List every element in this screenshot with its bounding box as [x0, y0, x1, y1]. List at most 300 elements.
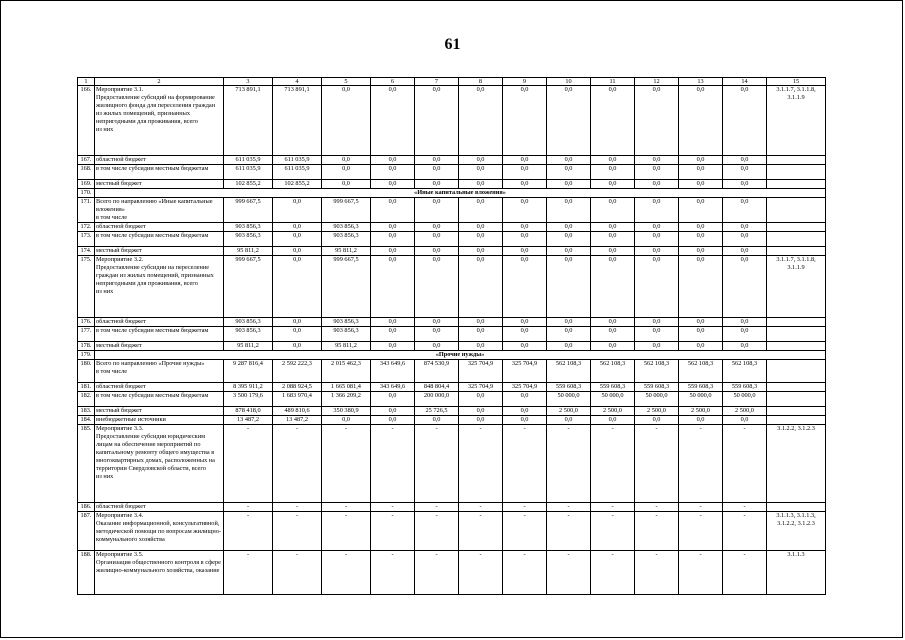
- value-cell: 562 108,3: [547, 360, 591, 383]
- value-cell: 0,0: [459, 86, 503, 156]
- value-cell: 0,0: [547, 156, 591, 165]
- value-cell: 0,0: [547, 223, 591, 232]
- value-cell: 95 811,2: [322, 247, 371, 256]
- row-number: 187.: [78, 512, 95, 551]
- value-cell: 0,0: [591, 256, 635, 318]
- value-cell: 0,0: [635, 223, 679, 232]
- value-cell: 0,0: [415, 223, 459, 232]
- value-cell: 0,0: [503, 165, 547, 180]
- value-cell: 0,0: [635, 86, 679, 156]
- value-cell: -: [591, 503, 635, 512]
- value-cell: 95 811,2: [224, 247, 273, 256]
- value-cell: 562 108,3: [591, 360, 635, 383]
- value-cell: 0,0: [635, 180, 679, 189]
- value-cell: 13 487,2: [273, 416, 322, 425]
- value-cell: 0,0: [635, 198, 679, 223]
- header-cell: 5: [322, 78, 371, 86]
- header-cell: 15: [767, 78, 826, 86]
- value-cell: 0,0: [679, 247, 723, 256]
- table-row: [78, 407, 826, 416]
- value-cell: 0,0: [459, 392, 503, 407]
- row-name: областной бюджет: [95, 503, 224, 512]
- value-cell: 50 000,0: [679, 392, 723, 407]
- target-ref: [767, 318, 826, 327]
- value-cell: -: [459, 503, 503, 512]
- value-cell: 8 395 911,2: [224, 383, 273, 392]
- value-cell: 0,0: [371, 342, 415, 351]
- value-cell: 0,0: [273, 318, 322, 327]
- value-cell: 0,0: [273, 247, 322, 256]
- value-cell: 0,0: [635, 247, 679, 256]
- value-cell: 0,0: [503, 327, 547, 342]
- value-cell: 0,0: [723, 342, 767, 351]
- value-cell: 350 380,9: [322, 407, 371, 416]
- value-cell: 0,0: [635, 156, 679, 165]
- table-row: [78, 512, 826, 551]
- value-cell: -: [273, 551, 322, 595]
- value-cell: 0,0: [547, 198, 591, 223]
- value-cell: 903 856,3: [322, 327, 371, 342]
- value-cell: -: [224, 503, 273, 512]
- value-cell: 0,0: [591, 318, 635, 327]
- target-ref: 3.1.2.2, 3.1.2.3: [767, 425, 826, 503]
- value-cell: -: [415, 503, 459, 512]
- value-cell: -: [723, 425, 767, 503]
- header-cell: 8: [459, 78, 503, 86]
- value-cell: 325 704,9: [459, 360, 503, 383]
- value-cell: 0,0: [459, 327, 503, 342]
- value-cell: 0,0: [723, 198, 767, 223]
- value-cell: 611 035,9: [224, 165, 273, 180]
- value-cell: 2 088 924,5: [273, 383, 322, 392]
- value-cell: 0,0: [547, 86, 591, 156]
- row-name: Мероприятие 3.3. Предоставление субсидии юридическим лицам на обеспечение мероприятий по капитальному ремонту общего имущества в многоквартирных домах, расположенных на территории Свердловской области, всего из них: [95, 425, 224, 503]
- value-cell: -: [635, 512, 679, 551]
- value-cell: 0,0: [322, 165, 371, 180]
- table-row: [78, 156, 826, 165]
- value-cell: -: [503, 503, 547, 512]
- table-row: [78, 342, 826, 351]
- section-heading: «Иные капитальные вложения»: [95, 189, 826, 198]
- row-number: 167.: [78, 156, 95, 165]
- value-cell: 0,0: [322, 416, 371, 425]
- value-cell: 903 856,3: [322, 318, 371, 327]
- value-cell: 0,0: [679, 327, 723, 342]
- value-cell: -: [415, 425, 459, 503]
- value-cell: 0,0: [371, 392, 415, 407]
- target-ref: [767, 198, 826, 223]
- value-cell: 0,0: [679, 232, 723, 247]
- value-cell: 0,0: [503, 416, 547, 425]
- row-number: 179.: [78, 351, 95, 360]
- value-cell: 0,0: [723, 247, 767, 256]
- value-cell: -: [723, 512, 767, 551]
- value-cell: 0,0: [459, 165, 503, 180]
- value-cell: 0,0: [415, 318, 459, 327]
- table-row: [78, 223, 826, 232]
- value-cell: 0,0: [591, 416, 635, 425]
- row-number: 175.: [78, 256, 95, 318]
- value-cell: 1 683 970,4: [273, 392, 322, 407]
- value-cell: -: [723, 551, 767, 595]
- header-cell: 10: [547, 78, 591, 86]
- value-cell: 0,0: [635, 256, 679, 318]
- value-cell: 0,0: [415, 247, 459, 256]
- value-cell: 0,0: [415, 256, 459, 318]
- value-cell: 559 608,3: [547, 383, 591, 392]
- value-cell: -: [459, 425, 503, 503]
- row-number: 186.: [78, 503, 95, 512]
- value-cell: 0,0: [679, 86, 723, 156]
- header-cell: 7: [415, 78, 459, 86]
- value-cell: 25 726,5: [415, 407, 459, 416]
- target-ref: [767, 360, 826, 383]
- value-cell: 0,0: [371, 198, 415, 223]
- row-name: в том числе субсидии местным бюджетам: [95, 165, 224, 180]
- value-cell: 903 856,3: [322, 232, 371, 247]
- value-cell: 0,0: [415, 232, 459, 247]
- row-number: 188.: [78, 551, 95, 595]
- value-cell: 0,0: [415, 327, 459, 342]
- row-name: Мероприятие 3.4. Оказание информационной, консультативной, методической помощи по вопросам жилищно-коммунального хозяйства: [95, 512, 224, 551]
- value-cell: 0,0: [547, 342, 591, 351]
- value-cell: 611 035,9: [273, 156, 322, 165]
- value-cell: 2 500,0: [679, 407, 723, 416]
- table-row: [78, 180, 826, 189]
- header-cell: 3: [224, 78, 273, 86]
- table-row: [78, 256, 826, 318]
- value-cell: 0,0: [459, 342, 503, 351]
- value-cell: 0,0: [547, 247, 591, 256]
- table-row: [78, 383, 826, 392]
- table-row: [78, 318, 826, 327]
- value-cell: -: [322, 512, 371, 551]
- row-name: областной бюджет: [95, 383, 224, 392]
- header-cell: 11: [591, 78, 635, 86]
- target-ref: [767, 407, 826, 416]
- value-cell: 0,0: [591, 327, 635, 342]
- value-cell: 559 608,3: [723, 383, 767, 392]
- target-ref: [767, 247, 826, 256]
- row-number: 166.: [78, 86, 95, 156]
- value-cell: 0,0: [459, 223, 503, 232]
- value-cell: 0,0: [591, 156, 635, 165]
- value-cell: 562 108,3: [679, 360, 723, 383]
- budget-table: [77, 77, 826, 595]
- value-cell: 611 035,9: [273, 165, 322, 180]
- value-cell: 0,0: [723, 86, 767, 156]
- target-ref: 3.1.1.7, 3.1.1.8, 3.1.1.9: [767, 86, 826, 156]
- value-cell: 848 804,4: [415, 383, 459, 392]
- value-cell: -: [459, 551, 503, 595]
- value-cell: 0,0: [635, 318, 679, 327]
- table-row: [78, 165, 826, 180]
- row-name: внебюджетные источники: [95, 416, 224, 425]
- table-row: [78, 86, 826, 156]
- value-cell: 559 608,3: [679, 383, 723, 392]
- value-cell: 343 649,6: [371, 383, 415, 392]
- value-cell: 903 856,3: [224, 223, 273, 232]
- value-cell: 611 035,9: [224, 156, 273, 165]
- value-cell: -: [723, 503, 767, 512]
- value-cell: 0,0: [547, 318, 591, 327]
- value-cell: 562 108,3: [723, 360, 767, 383]
- value-cell: 0,0: [273, 327, 322, 342]
- table-row: [78, 189, 826, 198]
- value-cell: 0,0: [547, 327, 591, 342]
- value-cell: 999 667,5: [224, 198, 273, 223]
- value-cell: -: [591, 425, 635, 503]
- target-ref: [767, 503, 826, 512]
- value-cell: 0,0: [503, 318, 547, 327]
- value-cell: 999 667,5: [322, 256, 371, 318]
- header-cell: 13: [679, 78, 723, 86]
- row-name: Мероприятие 3.5. Организация общественного контроля в сфере жилищно-коммунального хозяйства, оказание: [95, 551, 224, 595]
- value-cell: 0,0: [371, 86, 415, 156]
- value-cell: 2 592 222,3: [273, 360, 322, 383]
- value-cell: 3 500 179,6: [224, 392, 273, 407]
- value-cell: 0,0: [679, 180, 723, 189]
- value-cell: 0,0: [679, 156, 723, 165]
- value-cell: 0,0: [371, 223, 415, 232]
- value-cell: -: [224, 551, 273, 595]
- row-name: Мероприятие 3.2. Предоставление субсидии на переселение граждан из жилых помещений, признанных непригодными для проживания, всего из них: [95, 256, 224, 318]
- value-cell: 0,0: [679, 342, 723, 351]
- value-cell: -: [635, 503, 679, 512]
- value-cell: 325 704,9: [503, 360, 547, 383]
- value-cell: 0,0: [415, 342, 459, 351]
- value-cell: 0,0: [679, 165, 723, 180]
- value-cell: 0,0: [415, 180, 459, 189]
- row-name: областной бюджет: [95, 223, 224, 232]
- value-cell: 0,0: [415, 416, 459, 425]
- value-cell: 0,0: [273, 342, 322, 351]
- row-number: 170.: [78, 189, 95, 198]
- value-cell: 102 855,2: [273, 180, 322, 189]
- value-cell: 0,0: [459, 318, 503, 327]
- target-ref: [767, 223, 826, 232]
- target-ref: [767, 180, 826, 189]
- value-cell: 0,0: [503, 198, 547, 223]
- value-cell: 0,0: [459, 247, 503, 256]
- value-cell: 0,0: [371, 318, 415, 327]
- value-cell: 0,0: [723, 156, 767, 165]
- value-cell: 1 366 209,2: [322, 392, 371, 407]
- value-cell: 0,0: [273, 198, 322, 223]
- value-cell: 489 810,6: [273, 407, 322, 416]
- value-cell: 0,0: [503, 407, 547, 416]
- value-cell: 0,0: [459, 407, 503, 416]
- value-cell: -: [547, 425, 591, 503]
- value-cell: 903 856,3: [322, 223, 371, 232]
- value-cell: -: [415, 512, 459, 551]
- value-cell: 0,0: [635, 165, 679, 180]
- header-cell: 12: [635, 78, 679, 86]
- value-cell: -: [679, 512, 723, 551]
- table-row: [78, 232, 826, 247]
- value-cell: 0,0: [723, 223, 767, 232]
- value-cell: 0,0: [547, 180, 591, 189]
- value-cell: 0,0: [415, 165, 459, 180]
- section-heading: «Прочие нужды»: [95, 351, 826, 360]
- value-cell: 50 000,0: [635, 392, 679, 407]
- value-cell: 0,0: [591, 165, 635, 180]
- value-cell: 0,0: [723, 256, 767, 318]
- row-number: 181.: [78, 383, 95, 392]
- value-cell: 9 287 816,4: [224, 360, 273, 383]
- row-name: местный бюджет: [95, 407, 224, 416]
- target-ref: [767, 165, 826, 180]
- table-row: [78, 351, 826, 360]
- table-row: [78, 551, 826, 595]
- header-cell: 14: [723, 78, 767, 86]
- value-cell: 878 418,0: [224, 407, 273, 416]
- row-name: местный бюджет: [95, 247, 224, 256]
- value-cell: -: [503, 425, 547, 503]
- row-number: 169.: [78, 180, 95, 189]
- row-number: 171.: [78, 198, 95, 223]
- value-cell: 0,0: [459, 256, 503, 318]
- row-number: 168.: [78, 165, 95, 180]
- value-cell: 0,0: [723, 327, 767, 342]
- value-cell: -: [273, 512, 322, 551]
- value-cell: 903 856,3: [224, 318, 273, 327]
- value-cell: 95 811,2: [322, 342, 371, 351]
- target-ref: 3.1.1.3: [767, 551, 826, 595]
- value-cell: 0,0: [371, 156, 415, 165]
- table-row: [78, 392, 826, 407]
- value-cell: 2 015 462,3: [322, 360, 371, 383]
- target-ref: [767, 416, 826, 425]
- value-cell: 325 704,9: [503, 383, 547, 392]
- value-cell: 0,0: [723, 318, 767, 327]
- value-cell: 713 891,1: [273, 86, 322, 156]
- value-cell: 0,0: [371, 165, 415, 180]
- value-cell: 0,0: [371, 327, 415, 342]
- target-ref: [767, 383, 826, 392]
- row-number: 182.: [78, 392, 95, 407]
- value-cell: 50 000,0: [547, 392, 591, 407]
- value-cell: 0,0: [723, 180, 767, 189]
- value-cell: 559 608,3: [635, 383, 679, 392]
- value-cell: 0,0: [503, 232, 547, 247]
- value-cell: 2 500,0: [723, 407, 767, 416]
- value-cell: 0,0: [679, 198, 723, 223]
- value-cell: 0,0: [415, 86, 459, 156]
- value-cell: -: [322, 551, 371, 595]
- value-cell: 0,0: [503, 156, 547, 165]
- value-cell: 0,0: [679, 318, 723, 327]
- value-cell: 999 667,5: [224, 256, 273, 318]
- value-cell: 0,0: [723, 416, 767, 425]
- value-cell: -: [547, 503, 591, 512]
- row-number: 178.: [78, 342, 95, 351]
- value-cell: 0,0: [459, 416, 503, 425]
- page-number: 61: [444, 36, 461, 53]
- value-cell: 0,0: [415, 156, 459, 165]
- value-cell: 0,0: [591, 86, 635, 156]
- table-row: [78, 503, 826, 512]
- row-name: Мероприятие 3.1. Предоставление субсидий на формирование жилищного фонда для переселения граждан из жилых помещений, признанных непригодными для проживания, всего из них: [95, 86, 224, 156]
- value-cell: 0,0: [371, 256, 415, 318]
- value-cell: -: [679, 425, 723, 503]
- value-cell: 0,0: [635, 342, 679, 351]
- value-cell: 903 856,3: [224, 327, 273, 342]
- value-cell: 0,0: [591, 342, 635, 351]
- row-name: областной бюджет: [95, 156, 224, 165]
- value-cell: 0,0: [322, 156, 371, 165]
- target-ref: [767, 327, 826, 342]
- target-ref: [767, 342, 826, 351]
- row-name: местный бюджет: [95, 342, 224, 351]
- value-cell: 2 500,0: [635, 407, 679, 416]
- value-cell: -: [371, 503, 415, 512]
- value-cell: 559 608,3: [591, 383, 635, 392]
- table-row: [78, 327, 826, 342]
- row-number: 174.: [78, 247, 95, 256]
- target-ref: [767, 392, 826, 407]
- header-cell: 9: [503, 78, 547, 86]
- value-cell: 0,0: [591, 232, 635, 247]
- header-cell: 4: [273, 78, 322, 86]
- value-cell: 713 891,1: [224, 86, 273, 156]
- target-ref: 3.1.1.3, 3.1.1.3, 3.1.2.2, 3.1.2.3: [767, 512, 826, 551]
- value-cell: -: [591, 512, 635, 551]
- table-row: [78, 198, 826, 223]
- value-cell: -: [415, 551, 459, 595]
- table-row: [78, 425, 826, 503]
- value-cell: 903 856,3: [224, 232, 273, 247]
- row-name: областной бюджет: [95, 318, 224, 327]
- value-cell: 0,0: [635, 416, 679, 425]
- value-cell: -: [224, 512, 273, 551]
- row-name: в том числе субсидии местным бюджетам: [95, 327, 224, 342]
- value-cell: 2 500,0: [547, 407, 591, 416]
- value-cell: -: [322, 503, 371, 512]
- value-cell: 0,0: [547, 232, 591, 247]
- value-cell: 0,0: [591, 223, 635, 232]
- value-cell: -: [322, 425, 371, 503]
- table-row: [78, 360, 826, 383]
- value-cell: 0,0: [503, 223, 547, 232]
- row-name: Всего по направлению «Иные капитальные вложения» в том числе: [95, 198, 224, 223]
- value-cell: -: [547, 551, 591, 595]
- header-cell: 2: [95, 78, 224, 86]
- value-cell: 0,0: [371, 416, 415, 425]
- value-cell: 0,0: [273, 223, 322, 232]
- value-cell: 0,0: [273, 256, 322, 318]
- row-name: местный бюджет: [95, 180, 224, 189]
- value-cell: -: [273, 503, 322, 512]
- value-cell: 0,0: [591, 198, 635, 223]
- value-cell: 0,0: [503, 247, 547, 256]
- value-cell: 874 530,9: [415, 360, 459, 383]
- value-cell: 0,0: [371, 232, 415, 247]
- value-cell: -: [503, 551, 547, 595]
- value-cell: 0,0: [459, 180, 503, 189]
- table-body: [78, 78, 826, 595]
- value-cell: -: [371, 425, 415, 503]
- value-cell: 0,0: [371, 180, 415, 189]
- value-cell: 562 108,3: [635, 360, 679, 383]
- value-cell: 0,0: [547, 416, 591, 425]
- value-cell: 102 855,2: [224, 180, 273, 189]
- value-cell: 0,0: [723, 165, 767, 180]
- value-cell: -: [635, 425, 679, 503]
- value-cell: 95 811,2: [224, 342, 273, 351]
- value-cell: 0,0: [679, 416, 723, 425]
- row-number: 183.: [78, 407, 95, 416]
